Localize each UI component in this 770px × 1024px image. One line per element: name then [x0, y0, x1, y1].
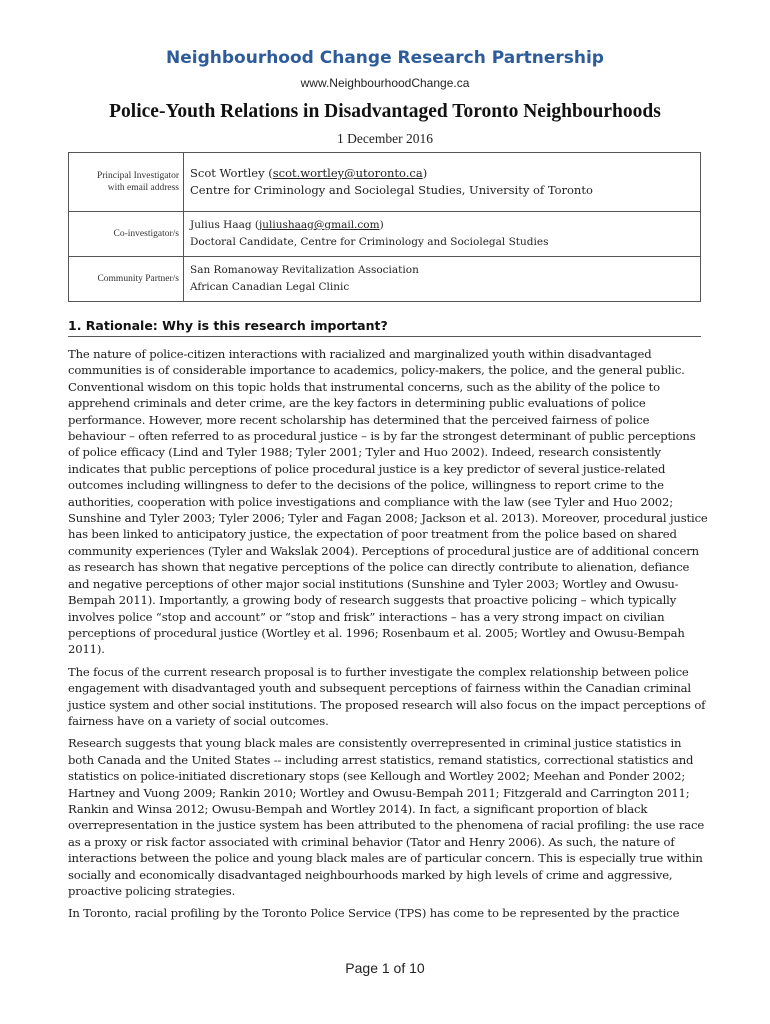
co-affiliation: Doctoral Candidate, Centre for Criminology and Sociolegal Studies: [190, 236, 549, 248]
pi-value-cell: [184, 153, 701, 212]
organization-title: Neighbourhood Change Research Partnership: [166, 48, 604, 68]
pi-name-line: [190, 165, 694, 182]
section-body: [68, 346, 708, 928]
co-close: ): [379, 219, 384, 231]
pi-close: ): [422, 166, 428, 180]
cp-value-cell: [184, 257, 701, 302]
document-date: 1 December 2016: [337, 131, 433, 146]
pi-label-line2: with email address: [107, 183, 179, 193]
table-row-co-investigator: [69, 212, 701, 257]
pi-label-cell: [69, 153, 184, 212]
co-name-line: [190, 217, 694, 234]
co-name: Julius Haag (: [190, 219, 260, 231]
page-number: Page 1 of 10: [345, 960, 425, 976]
cp-partner-2: African Canadian Legal Clinic: [190, 281, 350, 293]
pi-name: Scot Wortley (: [190, 166, 273, 180]
pi-email-link[interactable]: scot.wortley@utoronto.ca: [272, 166, 423, 180]
table-row-principal-investigator: [69, 153, 701, 212]
co-label-cell: Co-investigator/s: [69, 212, 184, 257]
investigator-table: [68, 152, 701, 302]
document-title: Police-Youth Relations in Disadvantaged Toronto Neighbourhoods: [109, 101, 661, 122]
co-value-cell: [184, 212, 701, 257]
pi-label-line1: Principal Investigator: [96, 171, 179, 181]
cp-partner-1: San Romanoway Revitalization Association: [190, 264, 419, 276]
table-row-community-partners: [69, 257, 701, 302]
co-email-link[interactable]: juliushaag@gmail.com: [259, 219, 380, 231]
section-heading: 1. Rationale: Why is this research important?: [68, 318, 701, 337]
paragraph-4: In Toronto, racial profiling by the Toronto Police Service (TPS) has come to be represented by the practice: [68, 906, 680, 921]
paragraph-3: Research suggests that young black males are consistently overrepresented in criminal justice statistics in both Canada and the United States -- including arrest statistics, remand statistics, correctional statistics and statistics on police-initiated discretionary stops (see Kellough and Wortley 2002; Meehan and Ponder 2002; Hartney and Vuong 2009; Rankin 2010; Wortley and Owusu-Bempah 2011; Fitzgerald and Carrington 2011; Rankin and Winsa 2012; Owusu-Bempah and Wortley 2014). In fact, a significant proportion of black overrepresentation in the justice system has been attributed to the phenomena of racial profiling: the use race as a proxy or risk factor associated with criminal behavior (Tator and Henry 2006). As such, the nature of interactions between the police and young black males are of particular concern. This is especially true within socially and economically disadvantaged neighbourhoods marked by high levels of crime and aggressive, proactive policing strategies.: [68, 736, 705, 898]
paragraph-1: The nature of police-citizen interactions with racialized and marginalized youth within disadvantaged communities is of considerable importance to academics, policy-makers, the police, and the general public. Conventional wisdom on this topic holds that instrumental concerns, such as the ability of the police to apprehend criminals and deter crime, are the key factors in determining public evaluations of police performance. However, more recent scholarship has determined that the perceived fairness of police behaviour – often referred to as procedural justice – is by far the strongest determinant of public perceptions of police efficacy (Lind and Tyler 1988; Tyler 2001; Tyler and Huo 2002). Indeed, research consistently indicates that public perceptions of police procedural justice is a key predictor of several justice-related outcomes including willingness to defer to the decisions of the police, willingness to report crime to the authorities, cooperation with police investigations and compliance with the law (see Tyler and Huo 2002; Sunshine and Tyler 2003; Tyler 2006; Tyler and Fagan 2008; Jackson et al. 2013). Moreover, procedural justice has been linked to anticipatory justice, the expectation of poor treatment from the police based on shared community experiences (Tyler and Wakslak 2004). Perceptions of procedural justice are of additional concern as research has shown that negative perceptions of the police can directly contribute to alienation, defiance and negative perceptions of other major social institutions (Sunshine and Tyler 2003; Wortley and Owusu-Bempah 2011). Importantly, a growing body of research suggests that proactive policing – which typically involves police “stop and account” or “stop and frisk” interactions – has a very strong impact on civilian perceptions of procedural justice (Wortley et al. 1996; Rosenbaum et al. 2005; Wortley and Owusu-Bempah 2011).: [68, 347, 708, 657]
organization-url[interactable]: www.NeighbourhoodChange.ca: [300, 76, 470, 90]
paragraph-2: The focus of the current research proposal is to further investigate the complex relationship between police engagement with disadvantaged youth and subsequent perceptions of fairness within the Canadian criminal justice system and other social institutions. The proposed research will also focus on the impact perceptions of fairness have on a variety of social outcomes.: [68, 664, 706, 728]
cp-label-cell: Community Partner/s: [69, 257, 184, 302]
pi-affiliation: Centre for Criminology and Sociolegal Studies, University of Toronto: [190, 183, 593, 197]
